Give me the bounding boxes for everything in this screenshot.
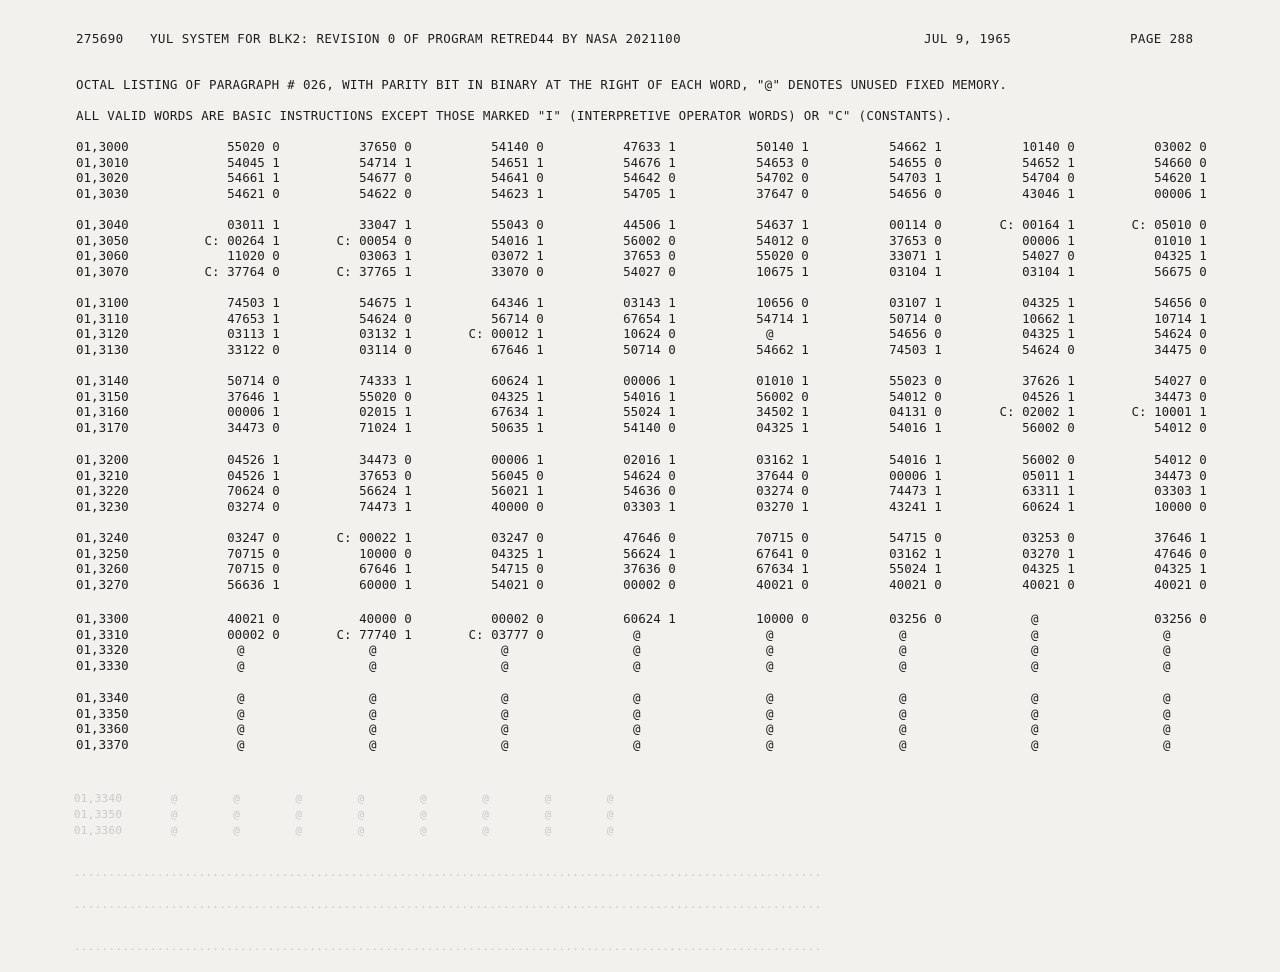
word-cell: 33070 0 [491, 263, 544, 279]
word-cell: 56045 0 [491, 467, 544, 483]
word-cell: 04131 0 [889, 404, 942, 420]
unused-memory-cell: @ [1031, 690, 1039, 705]
address-cell: 01,3150 [76, 388, 129, 404]
unused-memory-cell: @ [766, 705, 774, 721]
word-cell: 10656 0 [756, 295, 809, 310]
word-cell: 10662 1 [1022, 310, 1075, 326]
word-cell: 03107 1 [889, 295, 942, 310]
unused-memory-cell: @ [501, 657, 509, 673]
word-cell: 74333 1 [359, 373, 412, 388]
unused-memory-cell: @ [369, 721, 377, 737]
word-cell: 54660 0 [1154, 154, 1207, 170]
word-cell: 54622 0 [359, 185, 412, 201]
unused-memory-cell: @ [1031, 736, 1039, 752]
word-cell: 34475 0 [1154, 341, 1207, 357]
word-cell: 03247 0 [227, 530, 280, 545]
unused-memory-cell: @ [899, 705, 907, 721]
word-cell: 03303 1 [1154, 483, 1207, 499]
word-cell: 70715 0 [227, 561, 280, 577]
word-cell: 37650 0 [359, 139, 412, 154]
unused-memory-cell: @ [501, 736, 509, 752]
word-cell: 55020 0 [227, 139, 280, 154]
word-cell: 56021 1 [491, 483, 544, 499]
word-cell: 54624 0 [1022, 341, 1075, 357]
word-cell: 54702 0 [756, 170, 809, 186]
word-cell: 54715 0 [889, 530, 942, 545]
unused-memory-cell: @ [766, 642, 774, 658]
unused-memory-cell: @ [237, 721, 245, 737]
unused-memory-cell: @ [633, 642, 641, 658]
word-cell: 03143 1 [623, 295, 676, 310]
unused-memory-cell: @ [1031, 705, 1039, 721]
word-cell: 03256 0 [889, 611, 942, 626]
word-cell: 63311 1 [1022, 483, 1075, 499]
word-cell: 10000 0 [359, 545, 412, 561]
word-cell: 60624 1 [491, 373, 544, 388]
listing-date: JUL 9, 1965 [924, 31, 1012, 46]
unused-memory-cell: @ [766, 626, 774, 642]
word-cell: 04325 1 [1022, 295, 1075, 310]
word-cell: 74473 1 [889, 483, 942, 499]
unused-memory-cell: @ [766, 326, 774, 342]
constant-word-cell: C: 02002 1 [999, 404, 1075, 420]
word-cell: 33071 1 [889, 248, 942, 264]
word-cell: 56714 0 [491, 310, 544, 326]
word-cell: 00006 1 [227, 404, 280, 420]
word-cell: 54705 1 [623, 185, 676, 201]
address-cell: 01,3340 [76, 690, 129, 705]
word-cell: 54703 1 [889, 170, 942, 186]
word-cell: 47653 1 [227, 310, 280, 326]
word-cell: 43046 1 [1022, 185, 1075, 201]
word-cell: 70715 0 [756, 530, 809, 545]
unused-memory-cell: @ [1163, 690, 1171, 705]
address-cell: 01,3130 [76, 341, 129, 357]
word-cell: 54016 1 [491, 232, 544, 248]
unused-memory-cell: @ [766, 721, 774, 737]
word-cell: 54715 0 [491, 561, 544, 577]
word-cell: 37653 0 [623, 248, 676, 264]
word-cell: 50714 0 [227, 373, 280, 388]
word-cell: 40021 0 [1022, 576, 1075, 592]
word-cell: 54621 0 [227, 185, 280, 201]
word-cell: 04325 1 [756, 419, 809, 435]
word-cell: 00002 0 [623, 576, 676, 592]
unused-memory-cell: @ [633, 690, 641, 705]
word-cell: 54027 0 [1022, 248, 1075, 264]
unused-memory-cell: @ [501, 705, 509, 721]
unused-memory-cell: @ [237, 705, 245, 721]
unused-memory-cell: @ [369, 705, 377, 721]
unused-memory-cell: @ [899, 626, 907, 642]
word-cell: 50635 1 [491, 419, 544, 435]
word-cell: 56002 0 [1022, 452, 1075, 467]
word-cell: 55024 1 [623, 404, 676, 420]
word-cell: 40021 0 [756, 576, 809, 592]
word-cell: 00006 1 [1154, 185, 1207, 201]
address-cell: 01,3160 [76, 404, 129, 420]
word-cell: 71024 1 [359, 419, 412, 435]
address-cell: 01,3310 [76, 626, 129, 642]
word-cell: 33122 0 [227, 341, 280, 357]
word-cell: 04526 1 [227, 452, 280, 467]
word-cell: 54012 0 [1154, 419, 1207, 435]
address-cell: 01,3220 [76, 483, 129, 499]
word-cell: 47646 0 [623, 530, 676, 545]
address-cell: 01,3010 [76, 154, 129, 170]
word-cell: 54620 1 [1154, 170, 1207, 186]
word-cell: 60624 1 [623, 611, 676, 626]
word-cell: 54636 0 [623, 483, 676, 499]
word-cell: 03270 1 [756, 498, 809, 514]
word-cell: 54027 0 [623, 263, 676, 279]
address-cell: 01,3230 [76, 498, 129, 514]
word-cell: 50140 1 [756, 139, 809, 154]
constant-word-cell: C: 10001 1 [1131, 404, 1207, 420]
address-cell: 01,3330 [76, 657, 129, 673]
word-cell: 54653 0 [756, 154, 809, 170]
address-cell: 01,3020 [76, 170, 129, 186]
word-cell: 40000 0 [359, 611, 412, 626]
word-cell: 34473 0 [359, 452, 412, 467]
word-cell: 54637 1 [756, 217, 809, 232]
description-line-2: ALL VALID WORDS ARE BASIC INSTRUCTIONS EXCEPT THOSE MARKED "I" (INTERPRETIVE OPERATOR WORDS) OR "C" (CONSTANTS). [76, 108, 953, 123]
word-cell: 03104 1 [1022, 263, 1075, 279]
word-cell: 37636 0 [623, 561, 676, 577]
word-cell: 34502 1 [756, 404, 809, 420]
word-cell: 54624 0 [1154, 326, 1207, 342]
word-cell: 03104 1 [889, 263, 942, 279]
word-cell: 02016 1 [623, 452, 676, 467]
constant-word-cell: C: 37764 0 [204, 263, 280, 279]
unused-memory-cell: @ [766, 736, 774, 752]
unused-memory-cell: @ [237, 657, 245, 673]
word-cell: 43241 1 [889, 498, 942, 514]
word-cell: 47646 0 [1154, 545, 1207, 561]
word-cell: 67654 1 [623, 310, 676, 326]
unused-memory-cell: @ [1031, 642, 1039, 658]
word-cell: 47633 1 [623, 139, 676, 154]
word-cell: 56002 0 [1022, 419, 1075, 435]
address-cell: 01,3300 [76, 611, 129, 626]
word-cell: 54140 0 [491, 139, 544, 154]
unused-memory-cell: @ [1163, 736, 1171, 752]
unused-memory-cell: @ [1163, 705, 1171, 721]
word-cell: 54714 1 [756, 310, 809, 326]
unused-memory-cell: @ [501, 642, 509, 658]
unused-memory-cell: @ [1031, 657, 1039, 673]
address-cell: 01,3200 [76, 452, 129, 467]
word-cell: 60000 1 [359, 576, 412, 592]
word-cell: 74503 1 [889, 341, 942, 357]
unused-memory-cell: @ [237, 736, 245, 752]
address-cell: 01,3110 [76, 310, 129, 326]
address-cell: 01,3260 [76, 561, 129, 577]
address-cell: 01,3070 [76, 263, 129, 279]
word-cell: 54016 1 [623, 388, 676, 404]
word-cell: 00002 0 [227, 626, 280, 642]
unused-memory-cell: @ [369, 690, 377, 705]
word-cell: 40000 0 [491, 498, 544, 514]
constant-word-cell: C: 00022 1 [336, 530, 412, 545]
unused-memory-cell: @ [1163, 721, 1171, 737]
word-cell: 54021 0 [491, 576, 544, 592]
word-cell: 34473 0 [227, 419, 280, 435]
word-cell: 50714 0 [623, 341, 676, 357]
word-cell: 05011 1 [1022, 467, 1075, 483]
word-cell: 56002 0 [623, 232, 676, 248]
word-cell: 56002 0 [756, 388, 809, 404]
word-cell: 54704 0 [1022, 170, 1075, 186]
word-cell: 03256 0 [1154, 611, 1207, 626]
word-cell: 03132 1 [359, 326, 412, 342]
unused-memory-cell: @ [1031, 611, 1039, 626]
unused-memory-cell: @ [633, 736, 641, 752]
unused-memory-cell: @ [369, 657, 377, 673]
word-cell: 03011 1 [227, 217, 280, 232]
word-cell: 03113 1 [227, 326, 280, 342]
word-cell: 67634 1 [756, 561, 809, 577]
constant-word-cell: C: 00012 1 [468, 326, 544, 342]
address-cell: 01,3030 [76, 185, 129, 201]
word-cell: 10624 0 [623, 326, 676, 342]
word-cell: 55024 1 [889, 561, 942, 577]
word-cell: 37647 0 [756, 185, 809, 201]
unused-memory-cell: @ [1163, 657, 1171, 673]
word-cell: 54012 0 [1154, 452, 1207, 467]
word-cell: 40021 0 [889, 576, 942, 592]
word-cell: 01010 1 [1154, 232, 1207, 248]
word-cell: 54656 0 [1154, 295, 1207, 310]
address-cell: 01,3040 [76, 217, 129, 232]
address-cell: 01,3100 [76, 295, 129, 310]
word-cell: 54661 1 [227, 170, 280, 186]
address-cell: 01,3170 [76, 419, 129, 435]
word-cell: 00006 1 [491, 452, 544, 467]
word-cell: 10140 0 [1022, 139, 1075, 154]
word-cell: 03274 0 [756, 483, 809, 499]
word-cell: 54016 1 [889, 419, 942, 435]
word-cell: 54624 0 [359, 310, 412, 326]
unused-memory-cell: @ [1163, 642, 1171, 658]
unused-memory-cell: @ [369, 736, 377, 752]
unused-memory-cell: @ [237, 642, 245, 658]
word-cell: 03270 1 [1022, 545, 1075, 561]
word-cell: 37653 0 [889, 232, 942, 248]
word-cell: 54651 1 [491, 154, 544, 170]
constant-word-cell: C: 03777 0 [468, 626, 544, 642]
word-cell: 00006 1 [623, 373, 676, 388]
word-cell: 03114 0 [359, 341, 412, 357]
address-cell: 01,3360 [76, 721, 129, 737]
word-cell: 55023 0 [889, 373, 942, 388]
word-cell: 54624 0 [623, 467, 676, 483]
unused-memory-cell: @ [633, 657, 641, 673]
word-cell: 74473 1 [359, 498, 412, 514]
word-cell: 04325 1 [491, 545, 544, 561]
word-cell: 01010 1 [756, 373, 809, 388]
word-cell: 56675 0 [1154, 263, 1207, 279]
word-cell: 10000 0 [756, 611, 809, 626]
word-cell: 54675 1 [359, 295, 412, 310]
word-cell: 03072 1 [491, 248, 544, 264]
unused-memory-cell: @ [633, 626, 641, 642]
word-cell: 40021 0 [1154, 576, 1207, 592]
word-cell: 04325 1 [1154, 561, 1207, 577]
unused-memory-cell: @ [899, 736, 907, 752]
word-cell: 50714 0 [889, 310, 942, 326]
address-cell: 01,3250 [76, 545, 129, 561]
word-cell: 44506 1 [623, 217, 676, 232]
word-cell: 54027 0 [1154, 373, 1207, 388]
word-cell: 33047 1 [359, 217, 412, 232]
word-cell: 55020 0 [359, 388, 412, 404]
word-cell: 54662 1 [756, 341, 809, 357]
constant-word-cell: C: 05010 0 [1131, 217, 1207, 232]
address-cell: 01,3270 [76, 576, 129, 592]
unused-memory-cell: @ [1031, 626, 1039, 642]
word-cell: 54677 0 [359, 170, 412, 186]
word-cell: 54012 0 [756, 232, 809, 248]
word-cell: 10675 1 [756, 263, 809, 279]
word-cell: 40021 0 [227, 611, 280, 626]
unused-memory-cell: @ [501, 690, 509, 705]
word-cell: 37626 1 [1022, 373, 1075, 388]
word-cell: 54655 0 [889, 154, 942, 170]
word-cell: 56624 1 [623, 545, 676, 561]
address-cell: 01,3120 [76, 326, 129, 342]
unused-memory-cell: @ [1031, 721, 1039, 737]
word-cell: 03253 0 [1022, 530, 1075, 545]
address-cell: 01,3350 [76, 705, 129, 721]
word-cell: 03303 1 [623, 498, 676, 514]
word-cell: 54641 0 [491, 170, 544, 186]
unused-memory-cell: @ [766, 657, 774, 673]
word-cell: 11020 0 [227, 248, 280, 264]
word-cell: 37646 1 [227, 388, 280, 404]
word-cell: 04325 1 [1022, 326, 1075, 342]
word-cell: 54642 0 [623, 170, 676, 186]
address-cell: 01,3240 [76, 530, 129, 545]
word-cell: 02015 1 [359, 404, 412, 420]
word-cell: 64346 1 [491, 295, 544, 310]
unused-memory-cell: @ [369, 642, 377, 658]
constant-word-cell: C: 37765 1 [336, 263, 412, 279]
address-cell: 01,3320 [76, 642, 129, 658]
word-cell: 54662 1 [889, 139, 942, 154]
address-cell: 01,3140 [76, 373, 129, 388]
address-cell: 01,3000 [76, 139, 129, 154]
unused-memory-cell: @ [501, 721, 509, 737]
word-cell: 54623 1 [491, 185, 544, 201]
address-cell: 01,3060 [76, 248, 129, 264]
constant-word-cell: C: 00264 1 [204, 232, 280, 248]
word-cell: 37653 0 [359, 467, 412, 483]
word-cell: 34473 0 [1154, 388, 1207, 404]
word-cell: 37644 0 [756, 467, 809, 483]
constant-word-cell: C: 77740 1 [336, 626, 412, 642]
word-cell: 55020 0 [756, 248, 809, 264]
word-cell: 03162 1 [889, 545, 942, 561]
word-cell: 10000 0 [1154, 498, 1207, 514]
word-cell: 03002 0 [1154, 139, 1207, 154]
word-cell: 67646 1 [491, 341, 544, 357]
word-cell: 54016 1 [889, 452, 942, 467]
word-cell: 04526 1 [1022, 388, 1075, 404]
unused-memory-cell: @ [899, 657, 907, 673]
unused-memory-cell: @ [766, 690, 774, 705]
word-cell: 56624 1 [359, 483, 412, 499]
unused-memory-cell: @ [899, 690, 907, 705]
word-cell: 54140 0 [623, 419, 676, 435]
word-cell: 67646 1 [359, 561, 412, 577]
word-cell: 54676 1 [623, 154, 676, 170]
word-cell: 70715 0 [227, 545, 280, 561]
word-cell: 04325 1 [1022, 561, 1075, 577]
unused-memory-cell: @ [899, 721, 907, 737]
address-cell: 01,3370 [76, 736, 129, 752]
page-number: PAGE 288 [1130, 31, 1194, 46]
word-cell: 67634 1 [491, 404, 544, 420]
word-cell: 03063 1 [359, 248, 412, 264]
word-cell: 54045 1 [227, 154, 280, 170]
word-cell: 03247 0 [491, 530, 544, 545]
description-line-1: OCTAL LISTING OF PARAGRAPH # 026, WITH PARITY BIT IN BINARY AT THE RIGHT OF EACH WORD, "@" DENOTES UNUSED FIXED MEMORY. [76, 77, 1008, 92]
word-cell: 54656 0 [889, 326, 942, 342]
word-cell: 70624 0 [227, 483, 280, 499]
address-cell: 01,3050 [76, 232, 129, 248]
word-cell: 03162 1 [756, 452, 809, 467]
unused-memory-cell: @ [1163, 626, 1171, 642]
word-cell: 00006 1 [889, 467, 942, 483]
word-cell: 04526 1 [227, 467, 280, 483]
word-cell: 04325 1 [491, 388, 544, 404]
word-cell: 60624 1 [1022, 498, 1075, 514]
word-cell: 54652 1 [1022, 154, 1075, 170]
unused-memory-cell: @ [237, 690, 245, 705]
word-cell: 37646 1 [1154, 530, 1207, 545]
word-cell: 00002 0 [491, 611, 544, 626]
word-cell: 04325 1 [1154, 248, 1207, 264]
unused-memory-cell: @ [899, 642, 907, 658]
constant-word-cell: C: 00054 0 [336, 232, 412, 248]
word-cell: 56636 1 [227, 576, 280, 592]
unused-memory-cell: @ [633, 705, 641, 721]
word-cell: 00114 0 [889, 217, 942, 232]
word-cell: 74503 1 [227, 295, 280, 310]
word-cell: 10714 1 [1154, 310, 1207, 326]
word-cell: 54012 0 [889, 388, 942, 404]
job-number: 275690 [76, 31, 124, 46]
address-cell: 01,3210 [76, 467, 129, 483]
word-cell: 03274 0 [227, 498, 280, 514]
word-cell: 55043 0 [491, 217, 544, 232]
word-cell: 54656 0 [889, 185, 942, 201]
word-cell: 00006 1 [1022, 232, 1075, 248]
word-cell: 34473 0 [1154, 467, 1207, 483]
constant-word-cell: C: 00164 1 [999, 217, 1075, 232]
word-cell: 54714 1 [359, 154, 412, 170]
system-title: YUL SYSTEM FOR BLK2: REVISION 0 OF PROGRAM RETRED44 BY NASA 2021100 [150, 31, 682, 46]
word-cell: 67641 0 [756, 545, 809, 561]
unused-memory-cell: @ [633, 721, 641, 737]
